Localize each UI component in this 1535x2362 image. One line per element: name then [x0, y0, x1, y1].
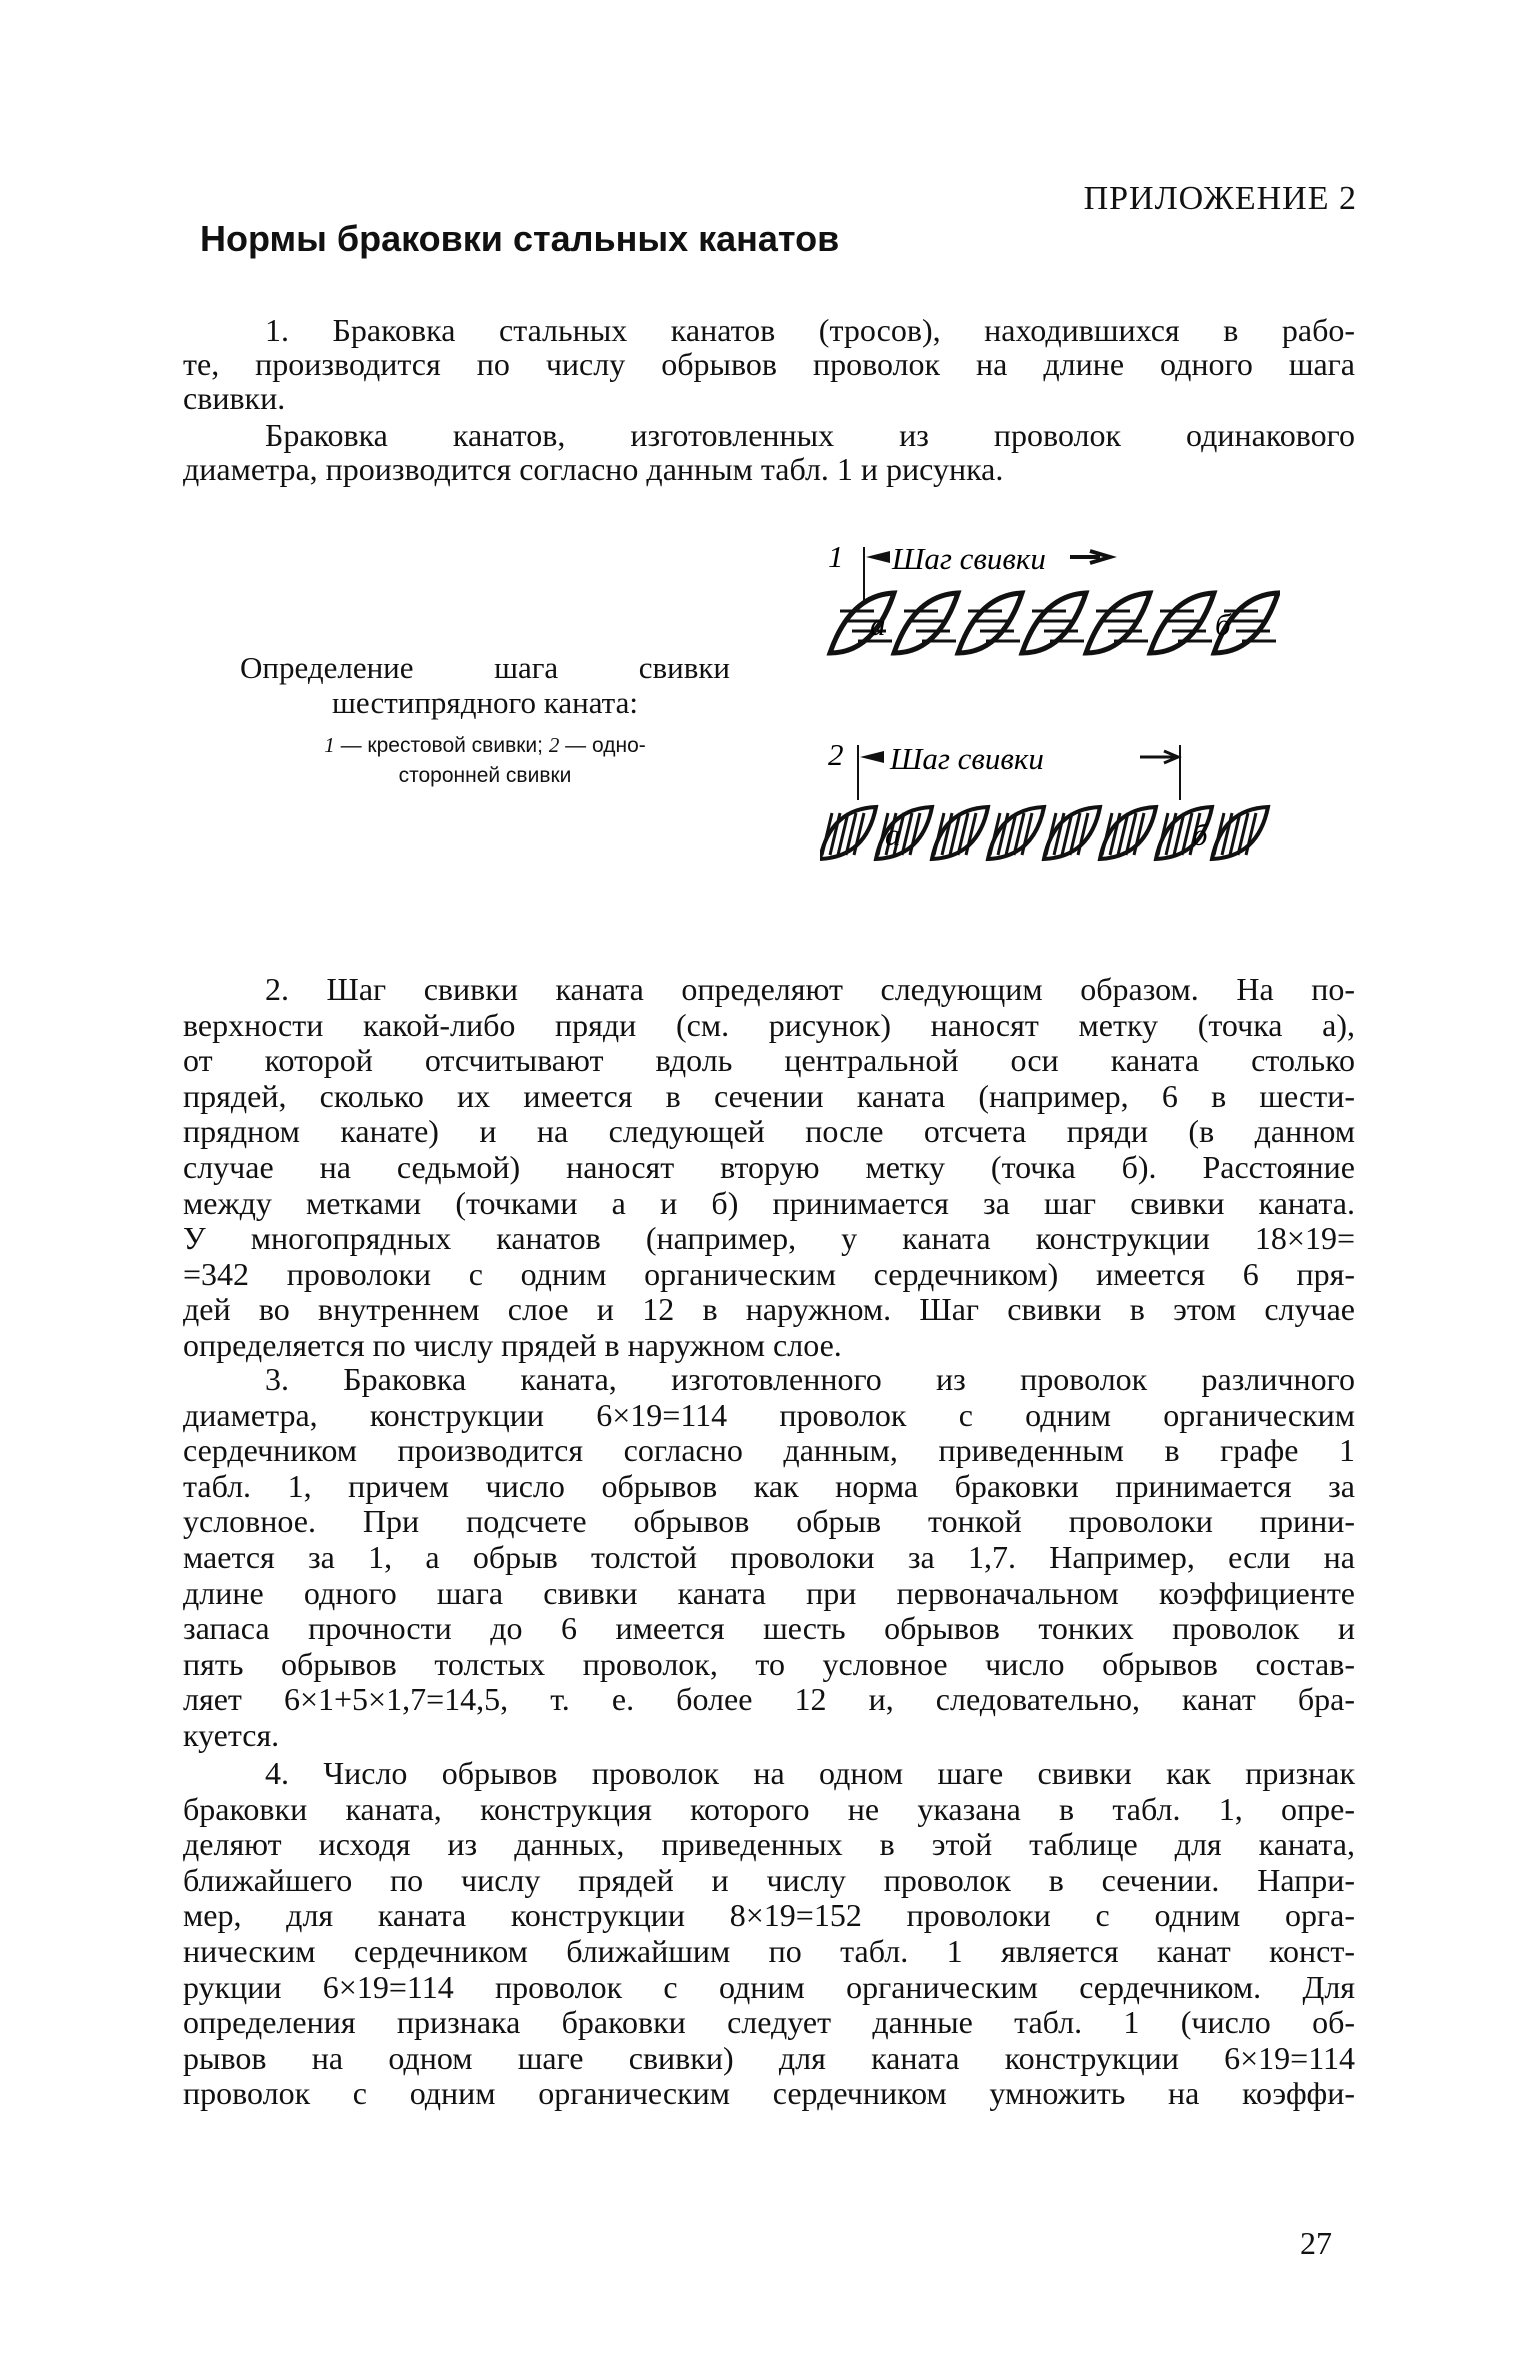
figure-legend [240, 730, 730, 791]
text-line: дей во внутреннем слое и 12 в наружном. Шаг свивки в этом случае [183, 1291, 1355, 1328]
paragraph-2 [183, 972, 1355, 1364]
text-line: мер, для каната конструкции 8×19=152 проволоки с одним орга- [183, 1897, 1355, 1934]
appendix-label: ПРИЛОЖЕНИЕ 2 [1083, 180, 1357, 217]
text-line: куется. [183, 1716, 280, 1753]
text-line: те, производится по числу обрывов проволок на длине одного шага [183, 346, 1355, 382]
paragraph-1b [183, 418, 1355, 486]
rope-1-strands [830, 593, 1278, 653]
rope-number: 2 [828, 737, 844, 772]
arrow-left-icon [866, 551, 890, 563]
text-line: проволок с одним органическим сердечником умножить на коэффи- [183, 2075, 1355, 2112]
strand [958, 593, 1022, 653]
paragraph-3 [183, 1362, 1355, 1754]
text-line: 3. Браковка каната, изготовленного из проволок различного [265, 1361, 1355, 1397]
arrow-right-icon [1070, 551, 1110, 563]
text-line: диаметра, производится согласно данным табл. 1 и рисунка. [183, 451, 1004, 487]
text-line: длине одного шага свивки каната при первоначальном коэффициенте [183, 1574, 1355, 1611]
text-line: от которой отсчитывают вдоль центральной оси каната столько [183, 1042, 1355, 1079]
text-line: ляет 6×1+5×1,7=14,5, т. е. более 12 и, следовательно, канат бра- [183, 1681, 1355, 1718]
strand [1022, 593, 1086, 653]
mark-a: а [870, 607, 886, 642]
text-line: верхности какой-либо пряди (см. рисунок) наносят метку (точка а), [183, 1006, 1355, 1043]
text-line: условное. При подсчете обрывов обрыв тонкой проволоки прини- [183, 1503, 1355, 1540]
arrow-right-icon [1140, 751, 1178, 763]
text-line: мается за 1, а обрыв толстой проволоки за 1,7. Например, если на [183, 1538, 1355, 1575]
strand [1086, 593, 1150, 653]
paragraph-4 [183, 1756, 1355, 2112]
text-line: между метками (точками а и б) принимается за шаг свивки каната. [183, 1184, 1355, 1221]
pitch-label: Шаг свивки [890, 741, 1044, 776]
text-line: Браковка канатов, изготовленных из проволок одинакового [265, 417, 1355, 453]
legend-text: — крестовой свивки; [340, 734, 543, 757]
rope-2-illustration [820, 725, 1280, 865]
text-line: 2. Шаг свивки каната определяют следующим образом. На по- [265, 971, 1355, 1007]
text-line: рывов на одном шаге свивки) для каната конструкции 6×19=114 [183, 2039, 1355, 2076]
paragraph-1 [183, 313, 1355, 415]
text-line: 1. Браковка стальных канатов (тросов), находившихся в рабо- [265, 312, 1355, 348]
legend-text: сторонней свивки [398, 764, 572, 787]
mark-b: б [1192, 817, 1208, 852]
arrow-left-icon [860, 751, 884, 763]
text-line: определения признака браковки следует данные табл. 1 (число об- [183, 2004, 1355, 2041]
strand [1150, 593, 1214, 653]
text-line: свивки. [183, 380, 286, 416]
caption-line: шестипрядного каната: [332, 685, 638, 720]
text-line: ническим сердечником ближайшим по табл. 1 является канат конст- [183, 1932, 1355, 1969]
figure-caption [240, 650, 730, 720]
page-title: Нормы браковки стальных канатов [200, 218, 840, 259]
text-line: рукции 6×19=114 проволок с одним органическим сердечником. Для [183, 1968, 1355, 2005]
text-line: диаметра, конструкции 6×19=114 проволок с одним органическим [183, 1396, 1355, 1433]
rope-number: 1 [828, 539, 844, 574]
text-line: определяется по числу прядей в наружном слое. [183, 1326, 842, 1363]
text-line: сердечником производится согласно данным, приведенным в графе 1 [183, 1432, 1355, 1469]
text-line: ближайшего по числу прядей и числу проволок в сечении. Напри- [183, 1861, 1355, 1898]
caption-line: Определение шага свивки [240, 650, 730, 685]
legend-text: — одно- [565, 734, 646, 757]
text-line: У многопрядных канатов (например, у каната конструкции 18×19= [183, 1220, 1355, 1257]
text-line: =342 проволоки с одним органическим сердечником) имеется 6 пря- [183, 1255, 1355, 1292]
text-line: браковки каната, конструкция которого не указана в табл. 1, опре- [183, 1790, 1355, 1827]
text-line: 4. Число обрывов проволок на одном шаге свивки как признак [265, 1755, 1355, 1791]
text-line: случае на седьмой) наносят вторую метку (точка б). Расстояние [183, 1148, 1355, 1185]
text-line: прядном канате) и на следующей после отсчета пряди (в данном [183, 1113, 1355, 1150]
mark-a: а [885, 817, 901, 852]
legend-num: 1 [324, 733, 335, 757]
page-number: 27 [1300, 2225, 1332, 2261]
mark-b: б [1215, 607, 1231, 642]
pitch-label: Шаг свивки [892, 541, 1046, 576]
text-line: пять обрывов толстых проволок, то условное число обрывов состав- [183, 1645, 1355, 1682]
text-line: деляют исходя из данных, приведенных в этой таблице для каната, [183, 1826, 1355, 1863]
rope-1-illustration [820, 535, 1280, 660]
text-line: прядей, сколько их имеется в сечении каната (например, 6 в шести- [183, 1077, 1355, 1114]
legend-num: 2 [548, 733, 560, 757]
text-line: запаса прочности до 6 имеется шесть обрывов тонких проволок и [183, 1610, 1355, 1647]
strand [894, 593, 958, 653]
text-line: табл. 1, причем число обрывов как норма браковки принимается за [183, 1467, 1355, 1504]
